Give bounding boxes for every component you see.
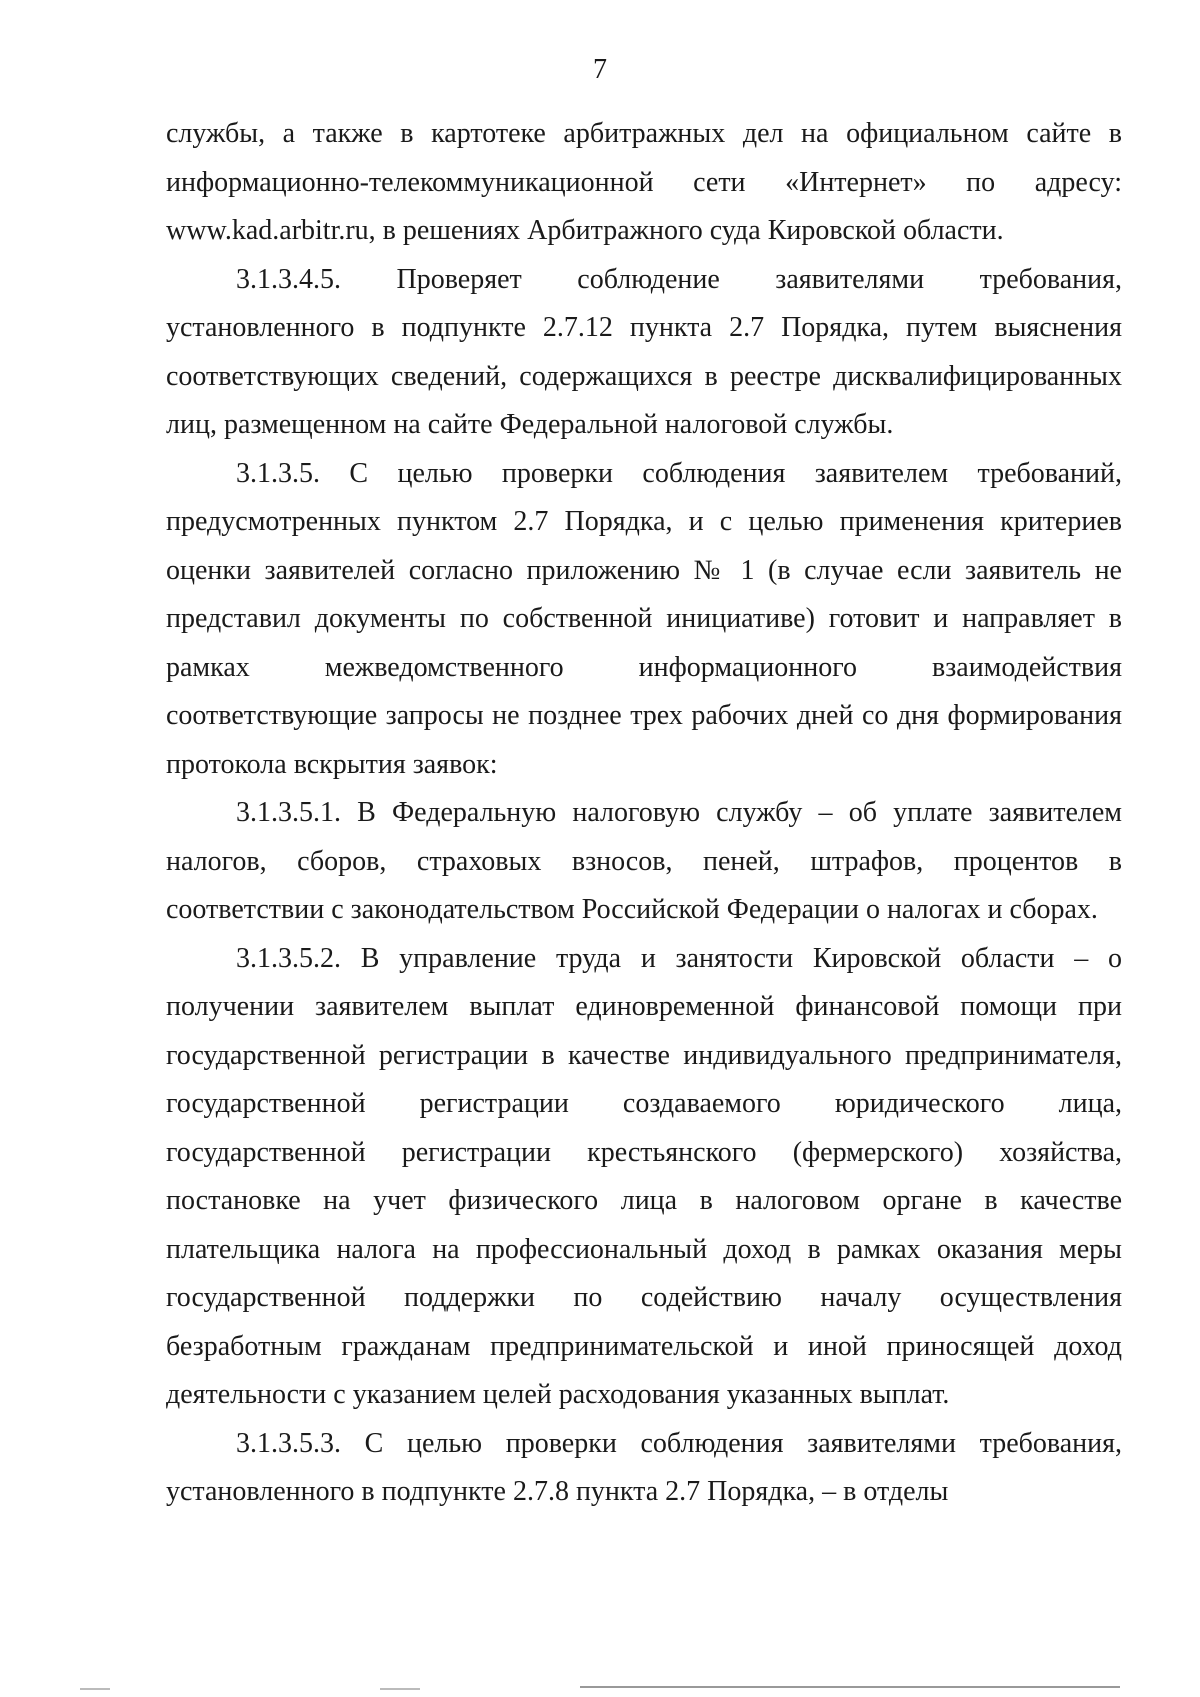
scan-speck xyxy=(380,1688,420,1690)
paragraph-3-1-3-5: 3.1.3.5. С целью проверки соблюдения заявителем требований, предусмотренных пунктом 2.7 Порядка, и с целью применения критериев оценки заявителей согласно приложению № 1 (в случае если заявитель не представил документы по собственной инициативе) готовит и направляет в рамках межведомственного информационного взаимодействия соответствующие запросы не позднее трех рабочих дней со дня формирования протокола вскрытия заявок: xyxy=(166,457,1122,780)
paragraph-continuation: службы, а также в картотеке арбитражных дел на официальном сайте в информационно-телекоммуникационной сети «Интернет» по адресу: www.kad.arbitr.ru, в решениях Арбитражного суда Кировской области. xyxy=(166,118,1122,246)
paragraph-3-1-3-5-2: 3.1.3.5.2. В управление труда и занятости Кировской области – о получении заявителем выплат единовременной финансовой помощи при государственной регистрации в качестве индивидуального предпринимателя, государственной регистрации создаваемого юридического лица, государственной регистрации крестьянского (фермерского) хозяйства, постановке на учет физического лица в налоговом органе в качестве плательщика налога на профессиональный доход в рамках оказания меры государственной поддержки по содействию началу осуществления безработным гражданам предпринимательской и иной приносящей доход деятельности с указанием целей расходования указанных выплат. xyxy=(166,942,1122,1410)
paragraph-3-1-3-5-3: 3.1.3.5.3. С целью проверки соблюдения заявителями требования, установленного в подпункте 2.7.8 пункта 2.7 Порядка, – в отделы xyxy=(166,1427,1122,1507)
paragraph-3-1-3-4-5: 3.1.3.4.5. Проверяет соблюдение заявителями требования, установленного в подпункте 2.7.12 пункта 2.7 Порядка, путем выяснения соответствующих сведений, содержащихся в реестре дисквалифицированных лиц, размещенном на сайте Федеральной налоговой службы. xyxy=(166,263,1122,440)
document-body xyxy=(166,110,1122,1517)
scan-edge-line xyxy=(580,1686,1120,1688)
scan-speck xyxy=(80,1688,110,1690)
page-number: 7 xyxy=(593,54,607,85)
paragraph-3-1-3-5-1: 3.1.3.5.1. В Федеральную налоговую службу – об уплате заявителем налогов, сборов, страховых взносов, пеней, штрафов, процентов в соответствии с законодательством Российской Федерации о налогах и сборах. xyxy=(166,797,1122,925)
